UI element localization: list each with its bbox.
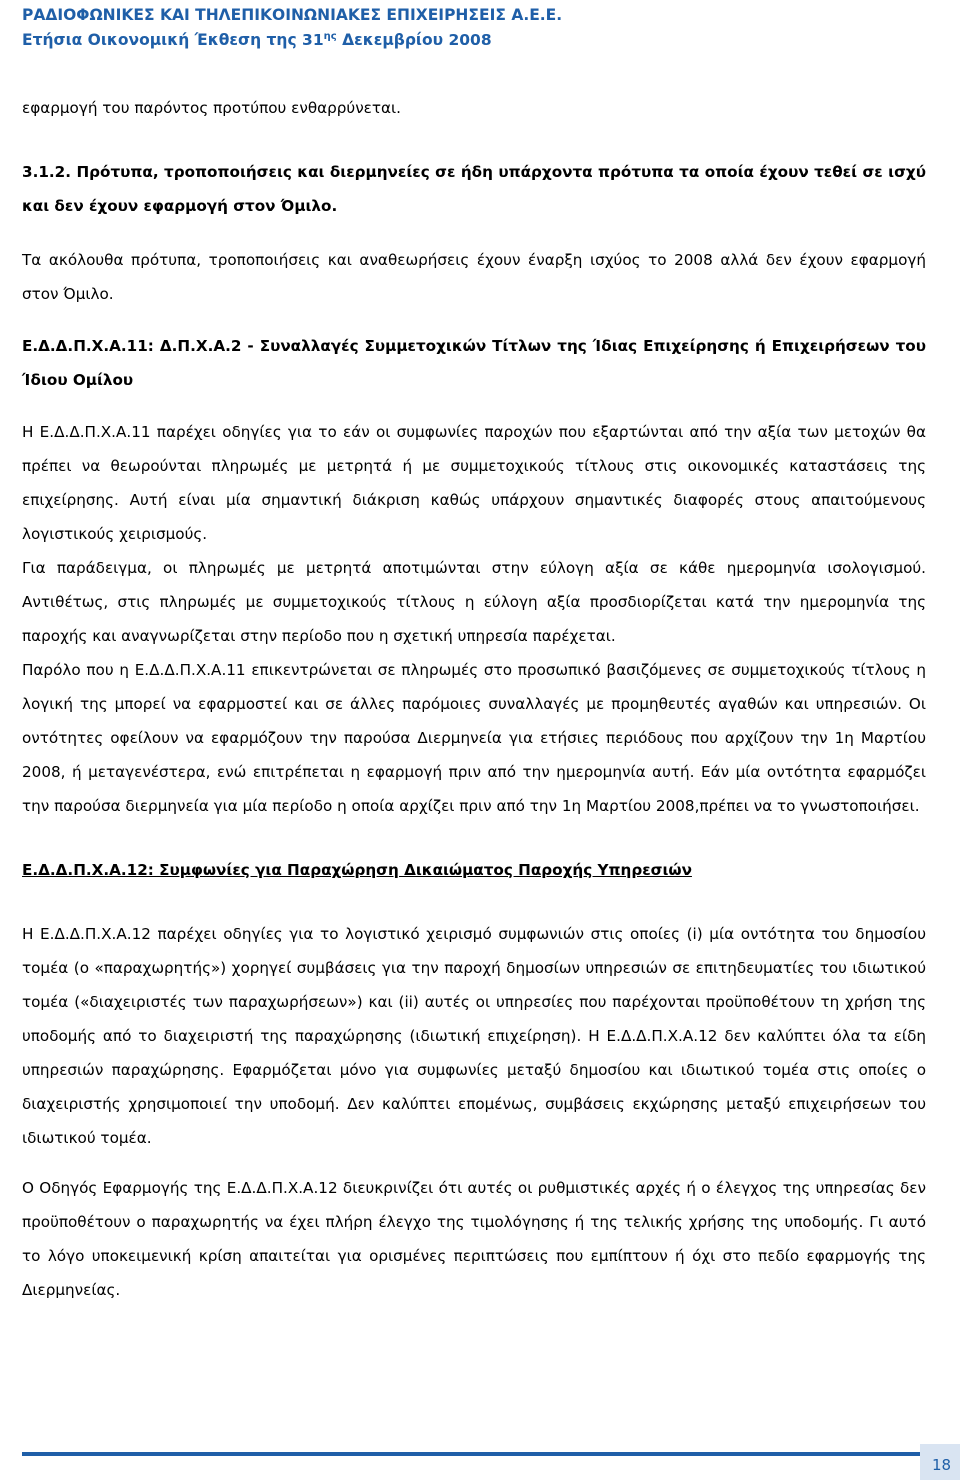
page-body	[22, 91, 926, 1307]
section-heading: 3.1.2. Πρότυπα, τροποποιήσεις και διερμηνείες σε ήδη υπάρχοντα πρότυπα τα οποία έχουν τεθεί σε ισχύ και δεν έχουν εφαρμογή στον Όμιλο.	[22, 163, 926, 215]
company-name: ΡΑΔΙΟΦΩΝΙΚΕΣ ΚΑΙ ΤΗΛΕΠΙΚΟΙΝΩΝΙΑΚΕΣ ΕΠΙΧΕΙΡΗΣΕΙΣ Α.Ε.Ε.	[22, 6, 563, 24]
report-title-date: Δεκεμβρίου 2008	[336, 31, 492, 49]
report-title-text: Ετήσια Οικονομική Έκθεση της 31	[22, 31, 324, 49]
report-title-sup: ης	[323, 31, 337, 42]
report-title	[22, 26, 562, 51]
paragraph-standards: Τα ακόλουθα πρότυπα, τροποποιήσεις και αναθεωρήσεις έχουν έναρξη ισχύος το 2008 αλλά δεν έχουν εφαρμογή στον Όμιλο.	[22, 251, 926, 303]
ifric12-heading: Ε.Δ.Δ.Π.Χ.Α.12: Συμφωνίες για Παραχώρηση Δικαιώματος Παροχής Υπηρεσιών	[22, 861, 692, 879]
ifric11-paragraph-1: Η Ε.Δ.Δ.Π.Χ.Α.11 παρέχει οδηγίες για το εάν οι συμφωνίες παροχών που εξαρτώνται από την αξία των μετοχών θα πρέπει να θεωρούνται πληρωμές με μετρητά ή με συμμετοχικούς τίτλους στις οικονομικές καταστάσεις της επιχείρησης. Αυτή είναι μία σημαντική διάκριση καθώς υπάρχουν σημαντικές διαφορές στους απαιτούμενους λογιστικούς χειρισμούς.	[22, 423, 926, 543]
ifric12-paragraph-1: Η Ε.Δ.Δ.Π.Χ.Α.12 παρέχει οδηγίες για το λογιστικό χειρισμό συμφωνιών στις οποίες (i) μία οντότητα του δημοσίου τομέα (ο «παραχωρητής») χορηγεί συμβάσεις για την παροχή δημοσίων υπηρεσιών σε επιτηδευματίες του ιδιωτικού τομέα («διαχειριστές των παραχωρήσεων») και (ii) αυτές οι υπηρεσίες που παρέχονται προϋποθέτουν τη χρήση της υποδομής από το διαχειριστή της παραχώρησης (ιδιωτική επιχείρηση). Η Ε.Δ.Δ.Π.Χ.Α.12 δεν καλύπτει όλα τα είδη υπηρεσιών παραχώρησης. Εφαρμόζεται μόνο για συμφωνίες μεταξύ δημοσίου και ιδιωτικού τομέα στις οποίες ο διαχειριστής χρησιμοποιεί την υποδομή. Δεν καλύπτει επομένως, συμβάσεις εκχώρησης μεταξύ επιχειρήσεων του ιδιωτικού τομέα.	[22, 925, 926, 1147]
ifric11-heading: Ε.Δ.Δ.Π.Χ.Α.11: Δ.Π.Χ.Α.2 - Συναλλαγές Συμμετοχικών Τίτλων της Ίδιας Επιχείρησης ή Επιχειρήσεων του Ίδιου Ομίλου	[22, 337, 926, 389]
ifric11-paragraph-3: Παρόλο που η Ε.Δ.Δ.Π.Χ.Α.11 επικεντρώνεται σε πληρωμές στο προσωπικό βασιζόμενες σε συμμετοχικούς τίτλους η λογική της μπορεί να εφαρμοστεί και σε άλλες παρόμοιες συναλλαγές με προμηθευτές αγαθών και υπηρεσιών. Οι οντότητες οφείλουν να εφαρμόζουν την παρούσα Διερμηνεία για ετήσιες περιόδους που αρχίζουν την 1η Μαρτίου 2008, ή μεταγενέστερα, ενώ επιτρέπεται η εφαρμογή πριν από την ημερομηνία αυτή. Εάν μία οντότητα εφαρμόζει την παρούσα διερμηνεία για μία περίοδο η οποία αρχίζει πριν από την 1η Μαρτίου 2008,πρέπει να το γνωστοποιήσει.	[22, 661, 926, 815]
ifric12-paragraph-2: Ο Οδηγός Εφαρμογής της Ε.Δ.Δ.Π.Χ.Α.12 διευκρινίζει ότι αυτές οι ρυθμιστικές αρχές ή ο έλεγχος της υπηρεσίας δεν προϋποθέτουν ο παραχωρητής να έχει πλήρη έλεγχο της τιμολόγησης ή της τελικής χρήσης της υποδομής. Γι αυτό το λόγο υποκειμενική κρίση απαιτείται για ορισμένες περιπτώσεις που εμπίπτουν ή όχι στο πεδίο εφαρμογής της Διερμηνείας.	[22, 1179, 926, 1299]
footer-rule	[22, 1452, 920, 1456]
paragraph-intro: εφαρμογή του παρόντος προτύπου ενθαρρύνεται.	[22, 99, 402, 117]
ifric11-paragraph-2: Για παράδειγμα, οι πληρωμές με μετρητά αποτιμώνται στην εύλογη αξία σε κάθε ημερομηνία ισολογισμού. Αντιθέτως, στις πληρωμές με συμμετοχικούς τίτλους η εύλογη αξία προσδιορίζεται κατά την ημερομηνία της παροχής και αναγνωρίζεται στην περίοδο που η σχετική υπηρεσία παρέχεται.	[22, 559, 926, 645]
document-header	[22, 4, 562, 51]
page-number: 18	[932, 1456, 952, 1474]
